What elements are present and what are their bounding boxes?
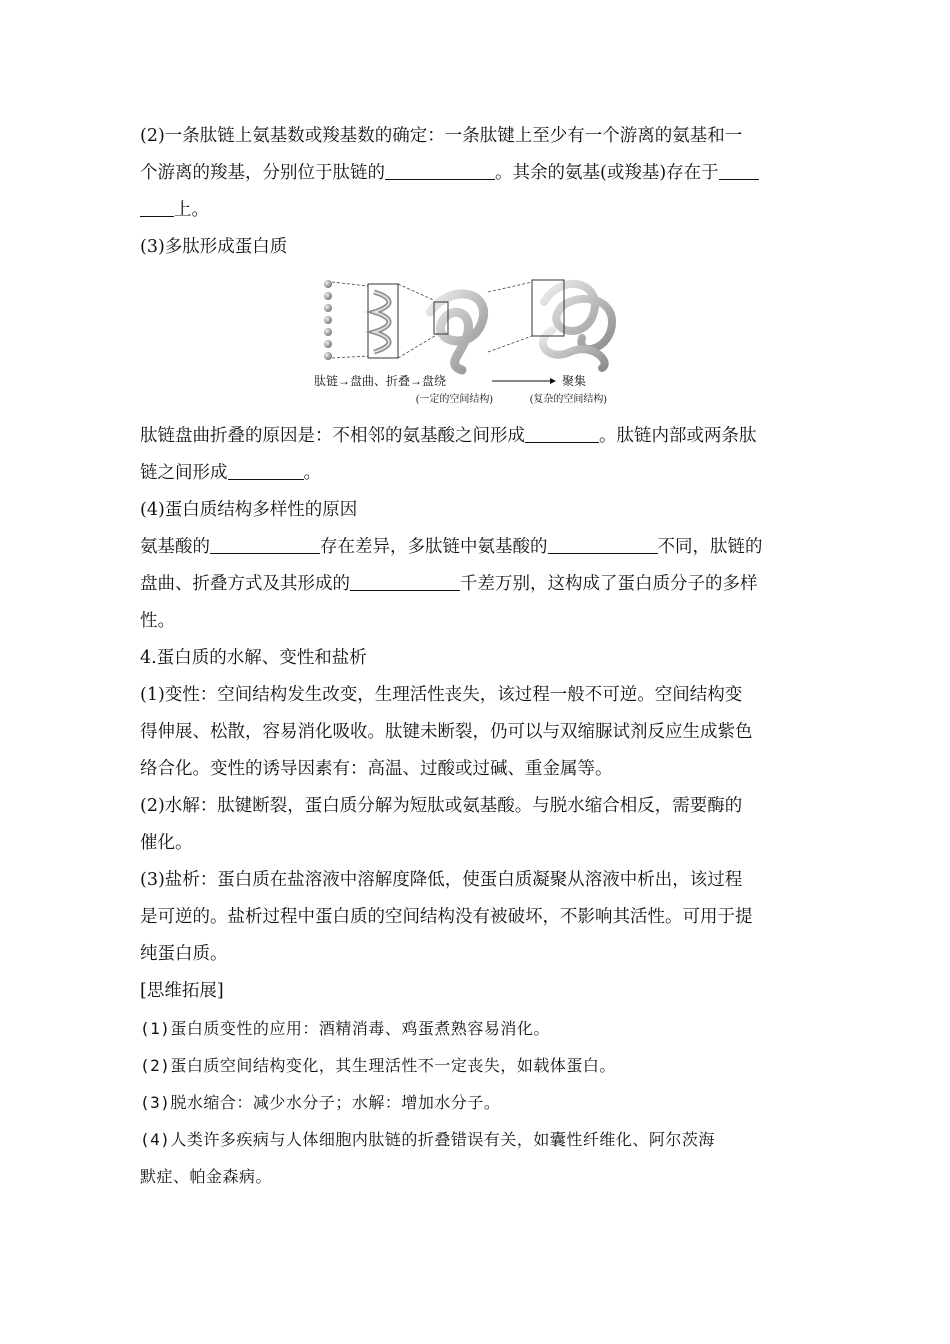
text-line: 。肽链内部或两条肽 <box>599 426 757 446</box>
text-line: 催化。 <box>140 833 193 853</box>
peptide-chain-icon <box>324 280 332 360</box>
heading-diversity: (4)蛋白质结构多样性的原因 <box>140 500 358 520</box>
paragraph-denaturation <box>140 677 812 788</box>
text-line: 上。 <box>174 200 209 220</box>
fill-blank[interactable] <box>385 157 495 180</box>
text-line: 纯蛋白质。 <box>140 944 228 964</box>
protein-folding-diagram <box>312 272 652 412</box>
fill-blank[interactable] <box>548 531 658 554</box>
text-line: (3)盐析：蛋白质在盐溶液中溶解度降低，使蛋白质凝聚从溶液中析出，该过程 <box>140 870 743 890</box>
paragraph-diversity <box>140 529 812 640</box>
thinking-extension <box>140 973 812 1195</box>
text-line: (2)一条肽链上氨基数或羧基数的确定：一条肽键上至少有一个游离的氨基和一 <box>140 126 743 146</box>
paragraph-salting-out <box>140 862 812 973</box>
aggregated-protein-icon <box>532 280 612 368</box>
fill-blank[interactable] <box>140 194 174 217</box>
fill-blank[interactable] <box>228 457 304 480</box>
text-line: 。其余的氨基(或羧基)存在于 <box>495 163 719 183</box>
text-line: 是可逆的。盐析过程中蛋白质的空间结构没有被破坏，不影响其活性。可用于提 <box>140 907 753 927</box>
fill-blank[interactable] <box>210 531 320 554</box>
paragraph-folding-reason <box>140 418 812 492</box>
text-line: 链之间形成 <box>140 463 228 483</box>
text-line: 。 <box>303 463 321 483</box>
text-line: 氨基酸的 <box>140 537 210 557</box>
heading-polypeptide-to-protein: (3)多肽形成蛋白质 <box>140 237 288 257</box>
document-page <box>140 118 812 1195</box>
text-line: 默症、帕金森病。 <box>140 1167 273 1186</box>
text-line: 络合化。变性的诱导因素有：高温、过酸或过碱、重金属等。 <box>140 759 613 779</box>
arrowhead-icon <box>550 378 556 384</box>
paragraph-hydrolysis <box>140 788 812 862</box>
text-line: (1)变性：空间结构发生改变，生理活性丧失，该过程一般不可逆。空间结构变 <box>140 685 743 705</box>
extension-item: (1)蛋白质变性的应用：酒精消毒、鸡蛋煮熟容易消化。 <box>140 1019 550 1038</box>
extension-item: (2)蛋白质空间结构变化，其生理活性不一定丧失，如载体蛋白。 <box>140 1056 616 1075</box>
text-line: 肽链盘曲折叠的原因是：不相邻的氨基酸之间形成 <box>140 426 525 446</box>
text-line: (2)水解：肽键断裂，蛋白质分解为短肽或氨基酸。与脱水缩合相反，需要酶的 <box>140 796 743 816</box>
folded-protein-icon <box>430 294 484 370</box>
figure-label-chain: 肽链→盘曲、折叠→盘绕 <box>314 374 447 388</box>
extension-title: [思维拓展] <box>140 981 224 1001</box>
fill-blank[interactable] <box>525 420 599 443</box>
text-line: (4)人类许多疾病与人体细胞内肽链的折叠错误有关，如囊性纤维化、阿尔茨海 <box>140 1130 715 1149</box>
helix-icon <box>374 292 389 352</box>
heading-hydrolysis-denaturation: 4.蛋白质的水解、变性和盐析 <box>140 648 367 668</box>
figure-note-2: (复杂的空间结构) <box>530 394 607 405</box>
fill-blank[interactable] <box>719 157 759 180</box>
figure-note-1: (一定的空间结构) <box>416 394 493 405</box>
text-line: 不同，肽链的 <box>657 537 763 557</box>
extension-item: (3)脱水缩合：减少水分子；水解：增加水分子。 <box>140 1093 501 1112</box>
text-line: 个游离的羧基，分别位于肽链的 <box>140 163 385 183</box>
text-line: 存在差异，多肽链中氨基酸的 <box>320 537 548 557</box>
protein-folding-figure <box>312 272 652 412</box>
fill-blank[interactable] <box>350 568 460 591</box>
text-line: 盘曲、折叠方式及其形成的 <box>140 574 350 594</box>
figure-label-aggregate: 聚集 <box>562 374 587 388</box>
paragraph-amino-count <box>140 118 812 229</box>
text-line: 得伸展、松散，容易消化吸收。肽键未断裂，仍可以与双缩脲试剂反应生成紫色 <box>140 722 753 742</box>
text-line: 千差万别，这构成了蛋白质分子的多样 <box>460 574 758 594</box>
extension-item <box>140 1121 812 1195</box>
text-line: 性。 <box>140 611 175 631</box>
